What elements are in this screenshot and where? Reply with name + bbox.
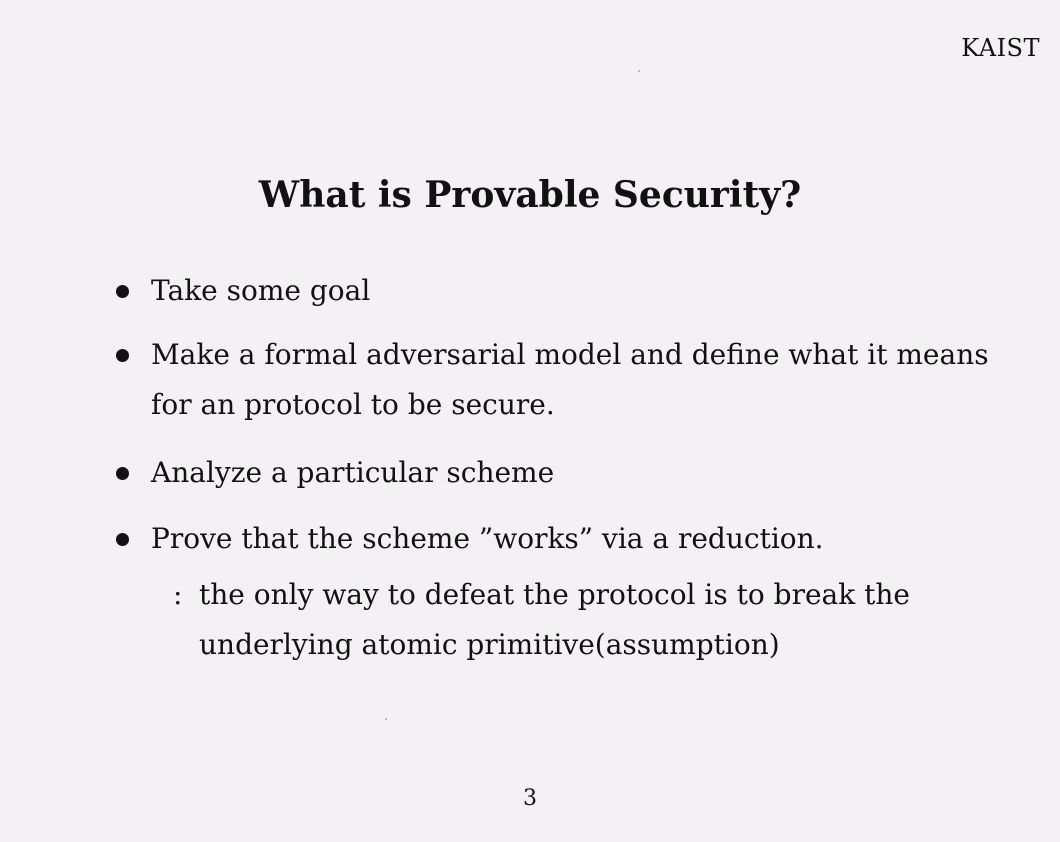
sub-point — [151, 570, 993, 670]
bullet-item — [113, 266, 993, 316]
bullet-dot-icon — [116, 349, 129, 362]
sub-point-text: the only way to defeat the protocol is to break the underlying atomic primitive(assumption) — [199, 578, 910, 661]
sub-point-marker: : — [173, 578, 183, 611]
bullet-item — [113, 514, 993, 670]
bullet-dot-icon — [116, 285, 129, 298]
scan-speck — [638, 70, 640, 72]
bullet-item — [113, 330, 993, 430]
scan-speck — [385, 718, 387, 720]
bullet-dot-icon — [116, 533, 129, 546]
bullet-list — [113, 266, 993, 686]
bullet-item — [113, 448, 993, 498]
bullet-text: Prove that the scheme ”works” via a reduction. — [151, 522, 824, 555]
header-org: KAIST — [961, 34, 1040, 62]
slide-title: What is Provable Security? — [258, 174, 802, 216]
page-number: 3 — [523, 786, 537, 811]
bullet-text: Take some goal — [151, 274, 371, 307]
bullet-dot-icon — [116, 467, 129, 480]
bullet-text: Make a formal adversarial model and define what it means for an protocol to be secure. — [151, 338, 989, 421]
bullet-text: Analyze a particular scheme — [151, 456, 555, 489]
